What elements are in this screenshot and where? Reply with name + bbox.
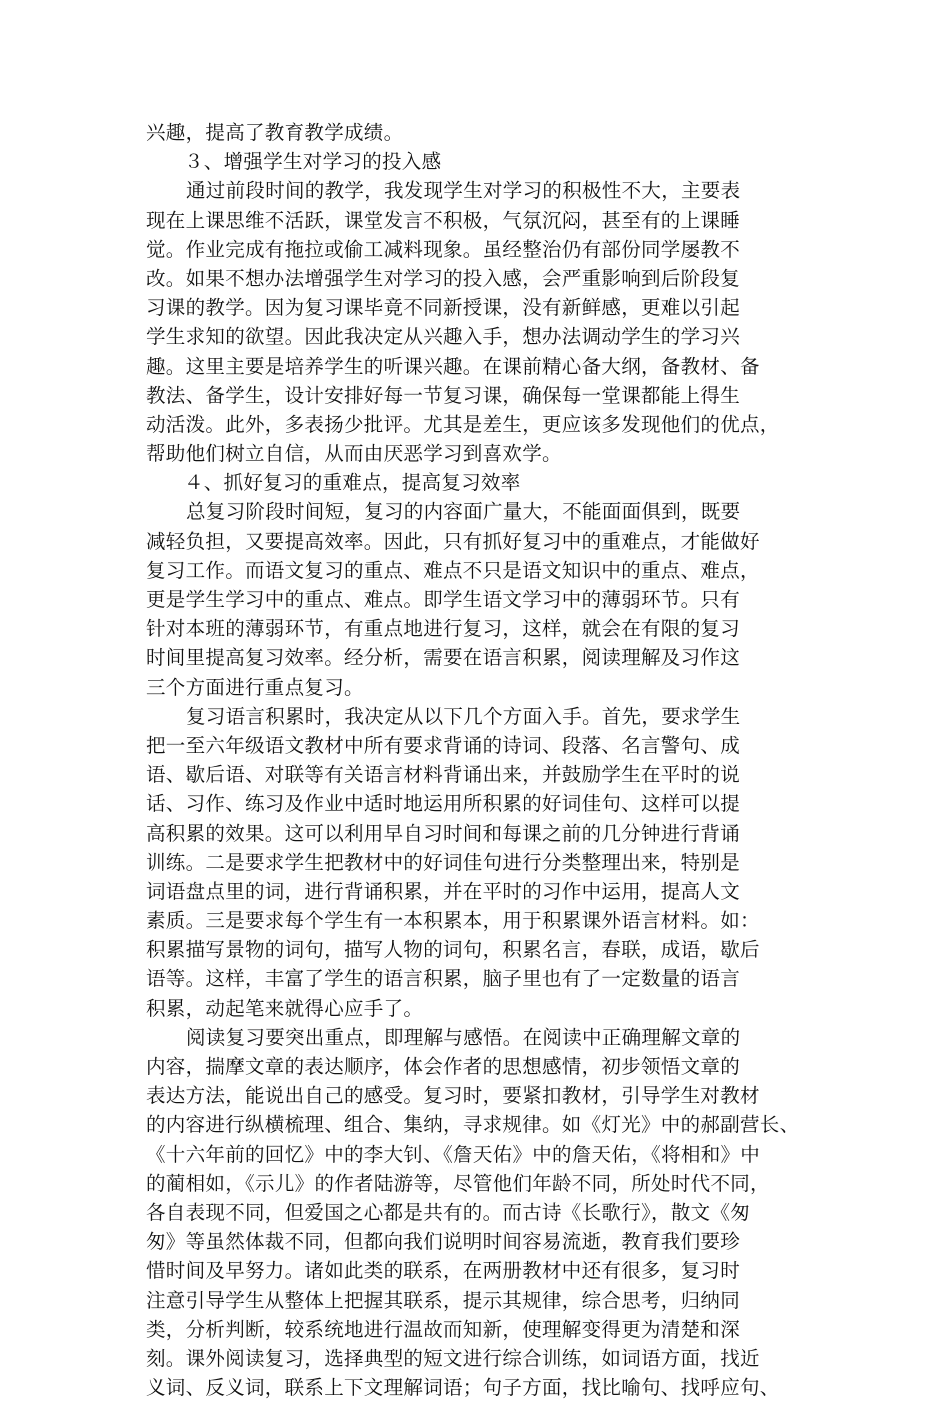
text-line: 高积累的效果。这可以利用早自习时间和每课之前的几分钟进行背诵 bbox=[146, 821, 741, 845]
text-line: 兴趣，提高了教育教学成绩。 bbox=[146, 121, 404, 144]
text-line: 义词、反义词，联系上下文理解词语；句子方面，找比喻句、找呼应句、 bbox=[146, 1376, 780, 1400]
text-line: 动活泼。此外，多表扬少批评。尤其是差生，更应该多发现他们的优点， bbox=[146, 412, 780, 436]
text-line: 三个方面进行重点复习。 bbox=[146, 675, 364, 699]
text-line: 现在上课思维不活跃，课堂发言不积极，气氛沉闷，甚至有的上课睡 bbox=[146, 208, 741, 232]
text-line: 刻。课外阅读复习，选择典型的短文进行综合训练，如词语方面，找近 bbox=[146, 1346, 760, 1370]
text-line: 话、习作、练习及作业中适时地运用所积累的好词佳句、这样可以提 bbox=[146, 792, 741, 816]
text-line: 复习语言积累时，我决定从以下几个方面入手。首先，要求学生 bbox=[186, 704, 741, 728]
text-line: 总复习阶段时间短，复习的内容面广量大，不能面面俱到，既要 bbox=[186, 500, 741, 524]
text-line: 语、歇后语、对联等有关语言材料背诵出来，并鼓励学生在平时的说 bbox=[146, 763, 741, 787]
text-line: 《十六年前的回忆》中的李大钊、《詹天佑》中的詹天佑，《将相和》中 bbox=[146, 1142, 761, 1166]
text-line: 帮助他们树立自信，从而由厌恶学习到喜欢学。 bbox=[146, 442, 562, 466]
text-line: 训练。二是要求学生把教材中的好词佳句进行分类整理出来，特别是 bbox=[146, 850, 741, 874]
text-line: 学生求知的欲望。因此我决定从兴趣入手，想办法调动学生的学习兴 bbox=[146, 325, 741, 349]
text-line: 觉。作业完成有拖拉或偷工减料现象。虽经整治仍有部份同学屡教不 bbox=[146, 237, 741, 261]
text-line: 匆》等虽然体裁不同，但都向我们说明时间容易流逝，教育我们要珍 bbox=[146, 1230, 741, 1254]
text-line: 积累，动起笔来就得心应手了。 bbox=[146, 996, 424, 1020]
text-line: 注意引导学生从整体上把握其联系，提示其规律，综合思考，归纳同 bbox=[146, 1288, 741, 1312]
text-line: 的蔺相如，《示儿》的作者陆游等，尽管他们年龄不同，所处时代不同， bbox=[146, 1171, 770, 1195]
text-line: 针对本班的薄弱环节，有重点地进行复习，这样，就会在有限的复习 bbox=[146, 617, 741, 641]
text-line: 更是学生学习中的重点、难点。即学生语文学习中的薄弱环节。只有 bbox=[146, 588, 741, 611]
text-line: 教法、备学生，设计安排好每一节复习课，确保每一堂课都能上得生 bbox=[146, 383, 741, 407]
text-line: 词语盘点里的词，进行背诵积累，并在平时的习作中运用，提高人文 bbox=[146, 879, 741, 903]
text-line: 语等。这样，丰富了学生的语言积累，脑子里也有了一定数量的语言 bbox=[146, 967, 741, 991]
text-line: 时间里提高复习效率。经分析，需要在语言积累，阅读理解及习作这 bbox=[146, 646, 741, 670]
text-line: 类，分析判断，较系统地进行温故而知新，使理解变得更为清楚和深 bbox=[146, 1317, 741, 1341]
text-line: 惜时间及早努力。诸如此类的联系，在两册教材中还有很多，复习时 bbox=[146, 1259, 741, 1283]
text-line: 趣。这里主要是培养学生的听课兴趣。在课前精心备大纲，备教材、备 bbox=[146, 354, 760, 378]
text-line: 积累描写景物的词句，描写人物的词句，积累名言，春联，成语，歇后 bbox=[146, 938, 760, 962]
document-body bbox=[146, 118, 810, 1402]
text-line: 内容，揣摩文章的表达顺序，体会作者的思想感情，初步领悟文章的 bbox=[146, 1055, 741, 1078]
text-line: 表达方法，能说出自己的感受。复习时，要紧扣教材，引导学生对教材 bbox=[146, 1084, 760, 1108]
text-line: 改。如果不想办法增强学生对学习的投入感，会严重影响到后阶段复 bbox=[146, 266, 741, 290]
section-heading: ３、增强学生对学习的投入感 bbox=[184, 150, 442, 174]
text-line: 通过前段时间的教学，我发现学生对学习的积极性不大，主要表 bbox=[186, 179, 741, 203]
text-line: 把一至六年级语文教材中所有要求背诵的诗词、段落、名言警句、成 bbox=[146, 733, 741, 757]
section-heading: ４、抓好复习的重难点，提高复习效率 bbox=[184, 471, 521, 495]
text-line: 各自表现不同，但爱国之心都是共有的。而古诗《长歌行》，散文《匆 bbox=[146, 1200, 751, 1224]
text-line: 复习工作。而语文复习的重点、难点不只是语文知识中的重点、难点， bbox=[146, 558, 760, 582]
text-line: 习课的教学。因为复习课毕竟不同新授课，没有新鲜感，更难以引起 bbox=[146, 296, 741, 320]
text-line: 素质。三是要求每个学生有一本积累本，用于积累课外语言材料。如： bbox=[146, 909, 760, 933]
text-line: 阅读复习要突出重点，即理解与感悟。在阅读中正确理解文章的 bbox=[186, 1025, 741, 1049]
text-line: 减轻负担，又要提高效率。因此，只有抓好复习中的重难点，才能做好 bbox=[146, 529, 760, 553]
text-line: 的内容进行纵横梳理、组合、集纳，寻求规律。如《灯光》中的郝副营长、 bbox=[146, 1113, 800, 1137]
